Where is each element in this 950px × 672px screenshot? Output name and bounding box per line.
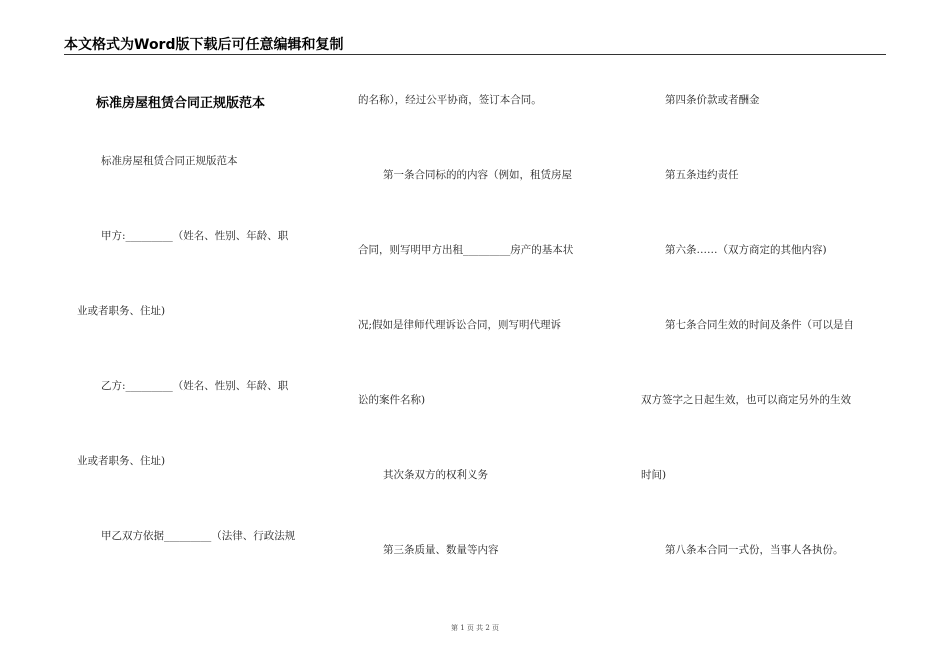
paragraph-line: 其次条双方的权利义务 bbox=[383, 469, 488, 481]
paragraph-line: 标准房屋租赁合同正规版范本 bbox=[101, 155, 238, 167]
paragraph-line: 第四条价款或者酬金 bbox=[665, 94, 760, 106]
paragraph-line: 第八条本合同一式份，当事人各执份。 bbox=[665, 544, 844, 556]
paragraph-line: 业或者职务、住址) bbox=[77, 455, 166, 467]
paragraph-line: 第五条违约责任 bbox=[665, 169, 739, 181]
paragraph-line: 第七条合同生效的时间及条件（可以是自 bbox=[665, 319, 854, 331]
paragraph-line: 合同，则写明甲方出租_________房产的基本状 bbox=[358, 244, 574, 256]
paragraph-line: 甲方:_________（姓名、性别、年龄、职 bbox=[101, 230, 289, 242]
paragraph-line: 第六条……（双方商定的其他内容) bbox=[665, 244, 827, 256]
page-number: 第 1 页 共 2 页 bbox=[450, 624, 500, 632]
header-divider bbox=[64, 54, 886, 55]
paragraph-line: 双方签字之日起生效，也可以商定另外的生效 bbox=[641, 394, 851, 406]
paragraph-line: 乙方:_________（姓名、性别、年龄、职 bbox=[101, 380, 289, 392]
document-header: 本文格式为Word版下载后可任意编辑和复制 bbox=[64, 37, 344, 53]
paragraph-line: 的名称），经过公平协商，签订本合同。 bbox=[358, 94, 542, 106]
paragraph-line: 业或者职务、住址) bbox=[77, 305, 166, 317]
paragraph-line: 甲乙双方依据_________（法律、行政法规 bbox=[101, 530, 296, 542]
paragraph-line: 时间) bbox=[641, 469, 667, 481]
document-title: 标准房屋租赁合同正规版范本 bbox=[96, 96, 266, 111]
paragraph-line: 讼的案件名称) bbox=[358, 394, 426, 406]
paragraph-line: 况;假如是律师代理诉讼合同，则写明代理诉 bbox=[358, 319, 562, 331]
paragraph-line: 第一条合同标的的内容（例如，租赁房屋 bbox=[383, 169, 572, 181]
paragraph-line: 第三条质量、数量等内容 bbox=[383, 544, 499, 556]
